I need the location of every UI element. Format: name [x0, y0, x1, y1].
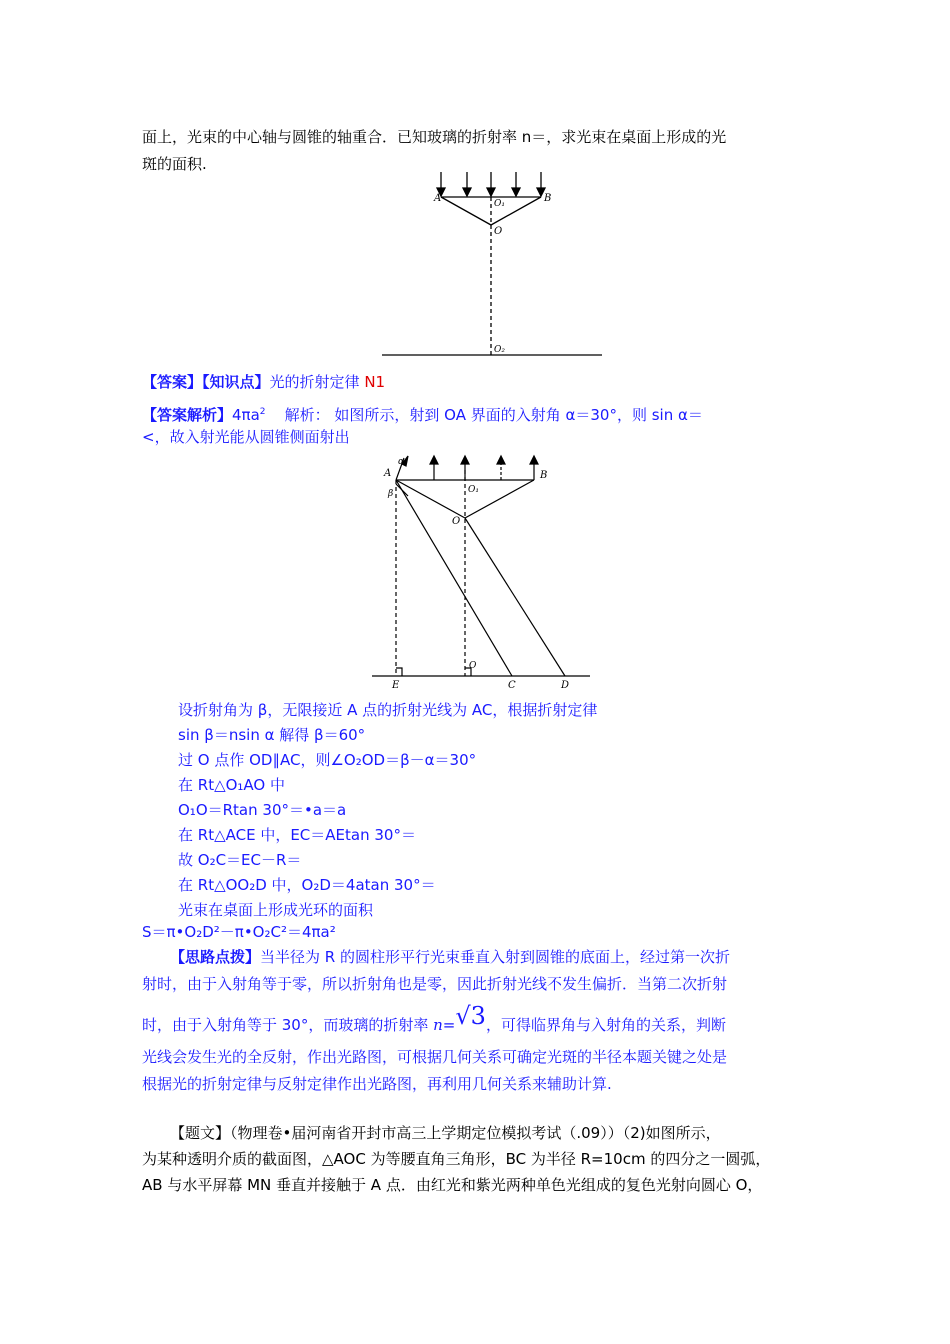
- fig1-label-a: A: [434, 193, 442, 204]
- fig2-label-beta: β: [388, 489, 394, 499]
- knowledge-bracket: 【知识点】: [202, 373, 270, 391]
- fig2-label-c: C: [508, 680, 516, 690]
- step-3: 过 O 点作 OD∥AC，则∠O₂OD＝β－α＝30°: [178, 751, 477, 769]
- hint-line-4: 光线会发生光的全反射，作出光路图，可根据几何关系可确定光斑的半径本题关键之处是: [142, 1048, 728, 1066]
- cone-figure-1: [380, 168, 605, 360]
- step-9: 光束在桌面上形成光环的面积: [178, 901, 374, 919]
- hint-text-1: 当半径为 R 的圆柱形平行光束垂直入射到圆锥的底面上，经过第一次折: [260, 948, 730, 966]
- step-2: sin β＝nsin α 解得 β＝60°: [178, 726, 366, 744]
- analysis-line-2: <，故入射光能从圆锥侧面射出: [142, 428, 350, 446]
- step-6: 在 Rt△ACE 中，EC＝AEtan 30°＝: [178, 826, 416, 844]
- answer-bracket: 【答案】: [142, 373, 203, 391]
- hint-bracket: 【思路点拨】: [170, 948, 261, 966]
- intro-line-2: 斑的面积.: [142, 155, 207, 173]
- fig1-label-o2: O₂: [494, 345, 505, 355]
- fig1-label-o1: O₁: [494, 199, 505, 209]
- answer-line: [142, 372, 385, 392]
- step-4: 在 Rt△O₁AO 中: [178, 776, 285, 794]
- hint-line-3: 时，由于入射角等于 30°，而玻璃的折射率 n=√3，可得临界角与入射角的关系，判断: [142, 1002, 726, 1034]
- fig2-label-o1: O₁: [468, 485, 479, 495]
- fig2-label-b: B: [540, 470, 548, 481]
- intro-line-1: 面上，光束的中心轴与圆锥的轴重合．已知玻璃的折射率 n＝，求光束在桌面上形成的光: [142, 128, 727, 146]
- step-8: 在 Rt△OO₂D 中，O₂D＝4atan 30°＝: [178, 876, 436, 894]
- fig1-label-o: O: [494, 226, 503, 237]
- step-1: 设折射角为 β，无限接近 A 点的折射光线为 AC，根据折射定律: [178, 701, 598, 719]
- hint-line-2: 射时，由于入射角等于零，所以折射角也是零，因此折射光线不发生偏折．当第二次折射: [142, 975, 728, 993]
- analysis-bracket: 【答案解析】: [142, 406, 233, 424]
- next-question-line-2: 为某种透明介质的截面图，△AOC 为等腰直角三角形，BC 为半径 R=10cm 的四分之一圆弧，: [142, 1150, 771, 1168]
- hint-line-5: 根据光的折射定律与反射定律作出光路图，再利用几何关系来辅助计算.: [142, 1075, 612, 1093]
- next-question-line-1: 【题文】（物理卷•届河南省开封市高三上学期定位模拟考试（.09））（2)如图所示，: [170, 1124, 721, 1142]
- fig2-label-e: E: [392, 680, 400, 690]
- hint-line-1: [170, 947, 730, 967]
- fig1-label-b: B: [544, 193, 552, 204]
- step-7: 故 O₂C＝EC－R＝: [178, 851, 302, 869]
- analysis-answer: 4πa: [232, 406, 260, 424]
- next-question-line-3: AB 与水平屏幕 MN 垂直并接触于 A 点．由红光和紫光两种单色光组成的复色光射向圆心 O，: [142, 1176, 763, 1194]
- fig2-label-d: D: [561, 680, 570, 690]
- fig2-label-o: O: [452, 516, 461, 527]
- analysis-line-1: 【答案解析】$4\pi a^2$ 解析： 如图所示，射到 OA 界面的入射角 α＝30°，则 sin α＝: [142, 406, 703, 424]
- fig2-label-o2: O: [469, 661, 477, 671]
- sqrt3-formula: √3: [455, 1002, 486, 1030]
- knowledge-code: N1: [364, 373, 386, 391]
- fig2-label-a: A: [384, 468, 392, 479]
- analysis-text-1: 解析： 如图所示，射到 OA 界面的入射角 α＝30°，则 sin α＝: [284, 406, 703, 424]
- step-5: O₁O＝Rtan 30°＝•a＝a: [178, 801, 347, 819]
- fig2-label-alpha: α: [398, 457, 405, 467]
- cone-figure-2: [368, 450, 593, 690]
- area-formula: S＝π•O₂D²－π•O₂C²＝4πa²: [142, 923, 336, 941]
- knowledge-topic: 光的折射定律: [269, 373, 360, 391]
